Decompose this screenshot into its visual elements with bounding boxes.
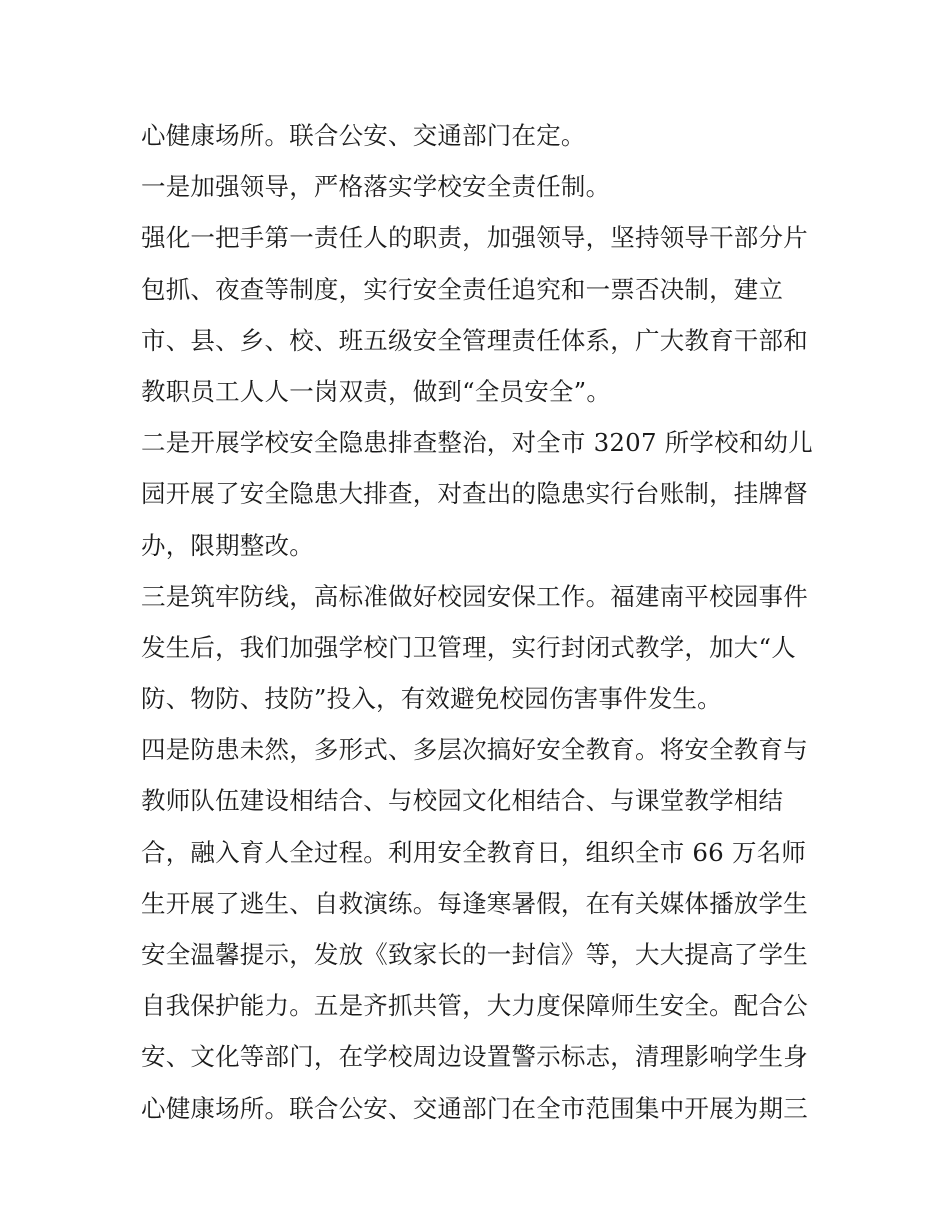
text-line: 四是防患未然，多形式、多层次搞好安全教育。将安全教育与: [141, 735, 808, 765]
text-line: 心健康场所。联合公安、交通部门在定。: [141, 121, 586, 150]
text-line: 办，限期整改。: [141, 530, 314, 560]
text-line: 教职员工人人一岗双责，做到“全员安全”。: [141, 376, 612, 406]
text-line: 一是加强领导，严格落实学校安全责任制。: [141, 172, 611, 202]
text-line: 防、物防、技防”投入，有效避免校园伤害事件发生。: [141, 684, 722, 714]
text-line: 合，融入育人全过程。利用安全教育日，组织全市 66 万名师: [141, 837, 807, 867]
text-line: 市、县、乡、校、班五级安全管理责任体系，广大教育干部和: [141, 325, 808, 355]
text-line: 强化一把手第一责任人的职责，加强领导，坚持领导干部分片: [141, 223, 808, 253]
text-line: 安全温馨提示，发放《致家长的一封信》等，大大提高了学生: [141, 940, 808, 969]
document-body: [141, 110, 821, 1134]
text-line: 心健康场所。联合公安、交通部门在全市范围集中开展为期三: [141, 1093, 808, 1123]
text-line: 园开展了安全隐患大排查，对查出的隐患实行台账制，挂牌督: [141, 479, 808, 509]
text-line: 自我保护能力。五是齐抓共管，大力度保障师生安全。配合公: [141, 991, 808, 1021]
text-line: 三是筑牢防线，高标准做好校园安保工作。福建南平校园事件: [141, 581, 808, 611]
text-line: 教师队伍建设相结合、与校园文化相结合、与课堂教学相结: [141, 786, 784, 816]
text-line: 生开展了逃生、自救演练。每逢寒暑假，在有关媒体播放学生: [141, 888, 808, 918]
text-line: 发生后，我们加强学校门卫管理，实行封闭式教学，加大“人: [141, 632, 796, 662]
text-line: 包抓、夜查等制度，实行安全责任追究和一票否决制，建立: [141, 274, 784, 304]
text-line: 二是开展学校安全隐患排查整治，对全市 3207 所学校和幼儿: [141, 428, 813, 458]
text-line: 安、文化等部门，在学校周边设置警示标志，清理影响学生身: [141, 1042, 808, 1072]
